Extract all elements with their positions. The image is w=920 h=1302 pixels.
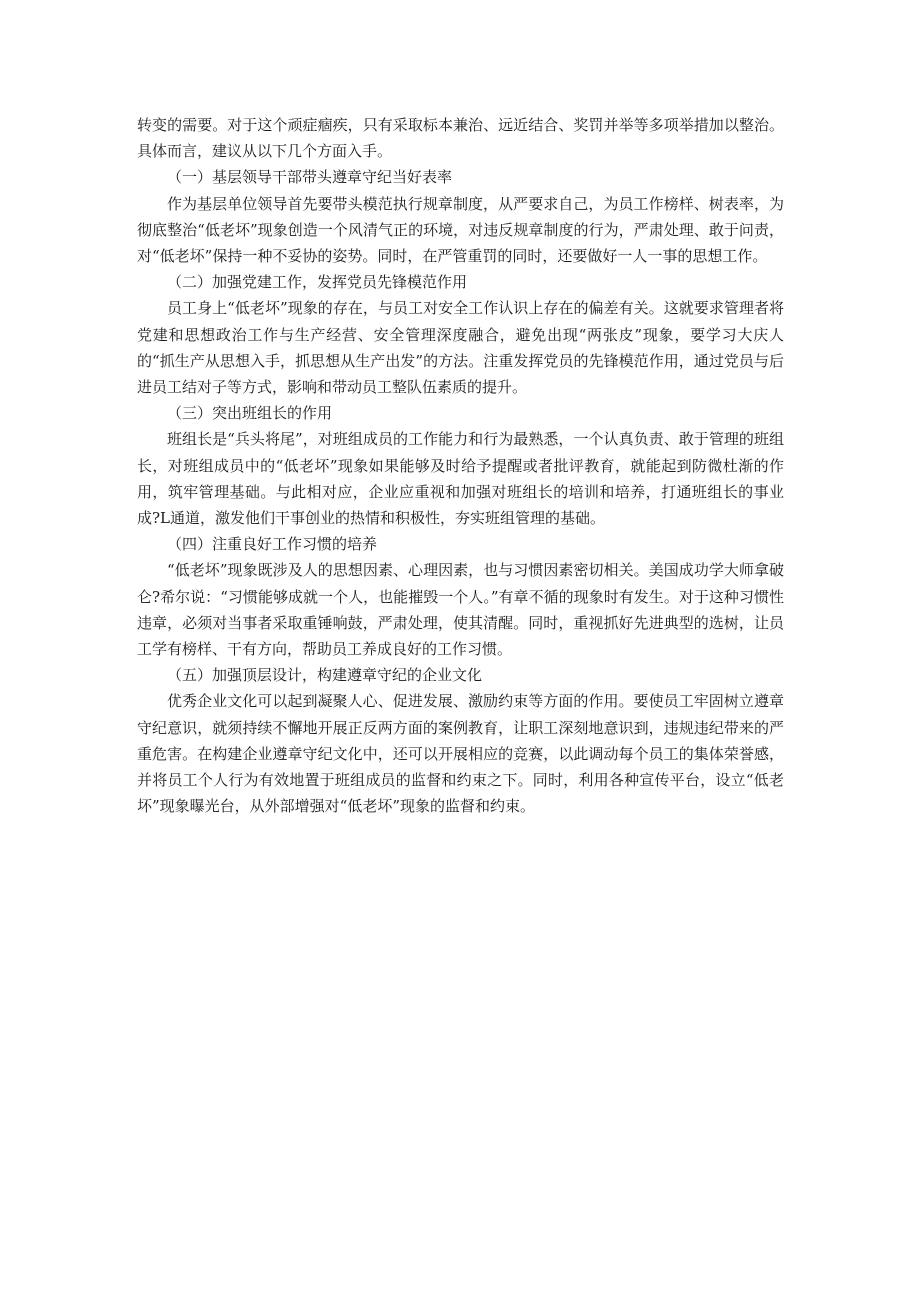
paragraph-section-4: “低老坏”现象既涉及人的思想因素、心理因素，也与习惯因素密切相关。美国成功学大师拿破仑?希尔说：“习惯能够成就一个人，也能摧毁一个人。”有章不循的现象时有发生。对于这种习惯性违章，必须对当事者采取重锤响鼓，严肃处理，使其清醒。同时，重视抓好先进典型的选树，让员工学有榜样、干有方向，帮助员工养成良好的工作习惯。 <box>137 561 784 659</box>
section-heading-5: （五）加强顶层设计，构建遵章守纪的企业文化 <box>167 666 483 685</box>
document-body <box>137 112 784 819</box>
section-heading-1: （一）基层领导干部带头遵章守纪当好表率 <box>167 168 453 187</box>
section-heading-2: （二）加强党建工作，发挥党员先锋模范作用 <box>167 273 468 292</box>
paragraph-section-1: 作为基层单位领导首先要带头模范执行规章制度，从严要求自己，为员工作榜样、树表率，为彻底整治“低老坏”现象创造一个风清气正的环境，对违反规章制度的行为，严肃处理、敢于问责，对“低老坏”保持一种不妥协的姿势。同时，在严管重罚的同时，还要做好一人一事的思想工作。 <box>137 194 784 266</box>
paragraph-section-3: 班组长是“兵头将尾”，对班组成员的工作能力和行为最熟悉，一个认真负责、敢于管理的班组长，对班组成员中的“低老坏”现象如果能够及时给予提醒或者批评教育，就能起到防微杜渐的作用，筑牢管理基础。与此相对应，企业应重视和加强对班组长的培训和培养，打通班组长的事业成?L通道，激发他们干事创业的热情和积极性，夯实班组管理的基础。 <box>137 430 784 528</box>
paragraph-section-5: 优秀企业文化可以起到凝聚人心、促进发展、激励约束等方面的作用。要使员工牢固树立遵章守纪意识，就须持续不懈地开展正反两方面的案例教育，让职工深刻地意识到，违规违纪带来的严重危害。在构建企业遵章守纪文化中，还可以开展相应的竞赛，以此调动每个员工的集体荣誉感，并将员工个人行为有效地置于班组成员的监督和约束之下。同时，利用各种宣传平台，设立“低老坏”现象曝光台，从外部增强对“低老坏”现象的监督和约束。 <box>137 692 784 816</box>
section-heading-4: （四）注重良好工作习惯的培养 <box>167 535 378 554</box>
section-heading-3: （三）突出班组长的作用 <box>167 404 333 423</box>
paragraph-intro-continued: 转变的需要。对于这个顽症痼疾，只有采取标本兼治、远近结合、奖罚并举等多项举措加以整治。具体而言，建议从以下几个方面入手。 <box>137 116 784 161</box>
paragraph-section-2: 员工身上“低老坏”现象的存在，与员工对安全工作认识上存在的偏差有关。这就要求管理者将党建和思想政治工作与生产经营、安全管理深度融合，避免出现“两张皮”现象，要学习大庆人的“抓生产从思想入手，抓思想从生产出发”的方法。注重发挥党员的先锋模范作用，通过党员与后进员工结对子等方式，影响和带动员工整队伍素质的提升。 <box>137 299 784 397</box>
